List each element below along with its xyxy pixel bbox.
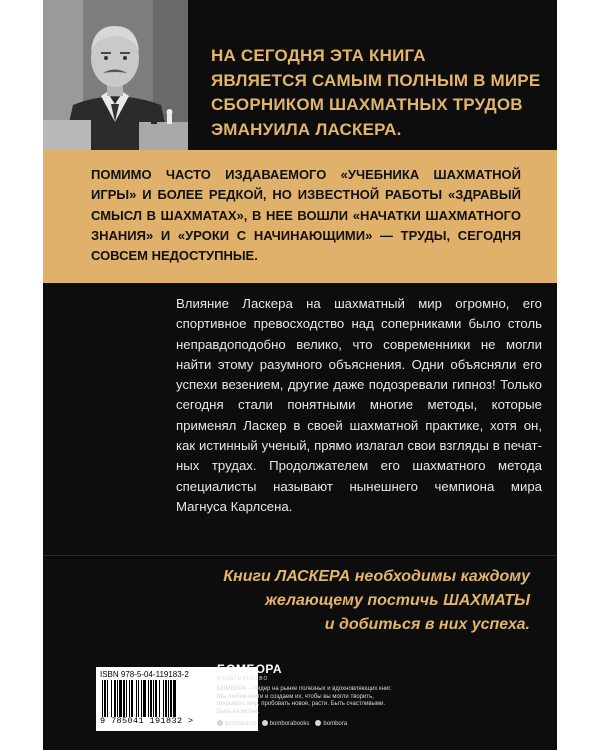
barcode-bar — [114, 680, 116, 717]
tagline-line-2 — [90, 589, 530, 613]
globe-icon — [217, 720, 223, 726]
barcode-bar — [153, 680, 154, 717]
barcode-bar — [107, 680, 108, 717]
headline-line: НА СЕГОДНЯ ЭТА КНИГА — [211, 46, 426, 65]
vk-icon — [262, 720, 268, 726]
social-vk[interactable] — [262, 720, 310, 727]
publisher-subtitle: ИЗДАТЕЛЬСТВО — [217, 676, 269, 682]
barcode-bar — [173, 680, 176, 717]
tagline-line-1 — [90, 565, 530, 589]
barcode-bar — [150, 680, 152, 717]
barcode-bar — [126, 680, 127, 717]
description-paragraph: Влияние Ласкера на шахматный мир огромно, его спортивное превосходство над соперниками было столь неправдоподобно велико, что современники не могли найти этому разумного объяснения. Одни объясняли его успехи везением, другие даже подозревали гипноз! Только сегодня стали понятными многие методы, которые применял Ласкер в своей шахматной практике, хотя он, как истинный ученый, прямо излагал свои взгляды в печатных трудах. Продолжателем его шахматного метода специалисты называют нынешнего чемпиона мира Магнуса Карлсена. — [176, 296, 542, 514]
social-telegram[interactable] — [315, 720, 347, 727]
headline-line: ЭМАНУИЛА ЛАСКЕРА. — [211, 119, 402, 139]
barcode-digits: 9 785041 191832 > — [100, 716, 194, 726]
barcode-bar — [111, 680, 112, 717]
description — [176, 294, 542, 517]
barcode-bar — [168, 680, 169, 717]
tagline-emphasis: ЛАСКЕРА — [275, 568, 351, 585]
barcode-bar — [117, 680, 118, 717]
barcode-bar — [119, 680, 122, 717]
publisher-socials — [217, 720, 397, 727]
author-photo — [43, 0, 188, 150]
telegram-icon — [315, 720, 321, 726]
publisher-block — [217, 663, 397, 727]
isbn-label: ISBN 978-5-04-119183-2 — [100, 670, 189, 679]
barcode-bar — [155, 680, 157, 717]
barcode-bar — [138, 680, 139, 717]
social-label: bombora.ru — [225, 721, 256, 727]
headline-line: ЯВЛЯЕТСЯ САМЫМ ПОЛНЫМ В МИРЕ — [211, 70, 541, 90]
headline-line: СБОРНИКОМ ШАХМАТНЫХ ТРУДОВ — [211, 95, 523, 114]
tagline — [90, 565, 530, 637]
barcode-bar — [129, 680, 130, 717]
barcode-bar — [163, 680, 164, 717]
barcode-bar — [159, 680, 160, 717]
tagline-text: Книги — [223, 568, 276, 585]
tagline-text: необходимы каждому — [350, 568, 530, 585]
tagline-emphasis: ШАХМАТЫ — [443, 592, 530, 609]
headline — [211, 44, 551, 142]
social-label: bomborabooks — [269, 721, 310, 727]
band-text: ПОМИМО ЧАСТО ИЗДАВАЕМОГО «УЧЕБНИКА ШАХМАТНОЙ ИГРЫ» И БОЛЕЕ РЕДКОЙ, НО ИЗВЕСТНОЙ РАБОТЫ «ЗДРАВЫЙ СМЫСЛ В ШАХМАТАХ», В НЕЕ ВОШЛИ «НАЧАТКИ ШАХМАТНОГО ЗНАНИЯ» И «УРОКИ С НАЧИНАЮЩИМИ» — ТРУДЫ, СЕГОДНЯ СОВСЕМ НЕДОСТУПНЫЕ. — [91, 167, 521, 264]
barcode-bars — [100, 680, 212, 717]
barcode-bar — [123, 680, 125, 717]
highlight-band — [43, 150, 557, 283]
social-label: bombora — [323, 721, 348, 727]
barcode-bar — [136, 680, 137, 717]
barcode-bar — [104, 680, 106, 717]
publisher-description: БОМБОРА – лидер на рынке полезных и вдохновляющих книг. Мы любим книги и создаем их, чтобы вы могли творить, открывать мир, пробовать новое, расти. Быть счастливыми. Быть на волне. — [217, 686, 392, 715]
barcode-bar — [143, 680, 146, 717]
barcode-bar — [141, 680, 142, 717]
divider — [43, 555, 557, 556]
barcode-bar — [165, 680, 167, 717]
social-site[interactable] — [217, 720, 256, 727]
tagline-text: желающему постичь — [265, 592, 444, 609]
barcode-bar — [131, 680, 133, 717]
tagline-line-3: и добиться в них успеха. — [324, 616, 530, 633]
publisher-logo: БОМБОРА — [217, 662, 283, 676]
barcode-bar — [148, 680, 149, 717]
back-cover — [43, 0, 557, 750]
barcode-bar — [102, 680, 103, 717]
barcode-bar — [170, 680, 172, 717]
